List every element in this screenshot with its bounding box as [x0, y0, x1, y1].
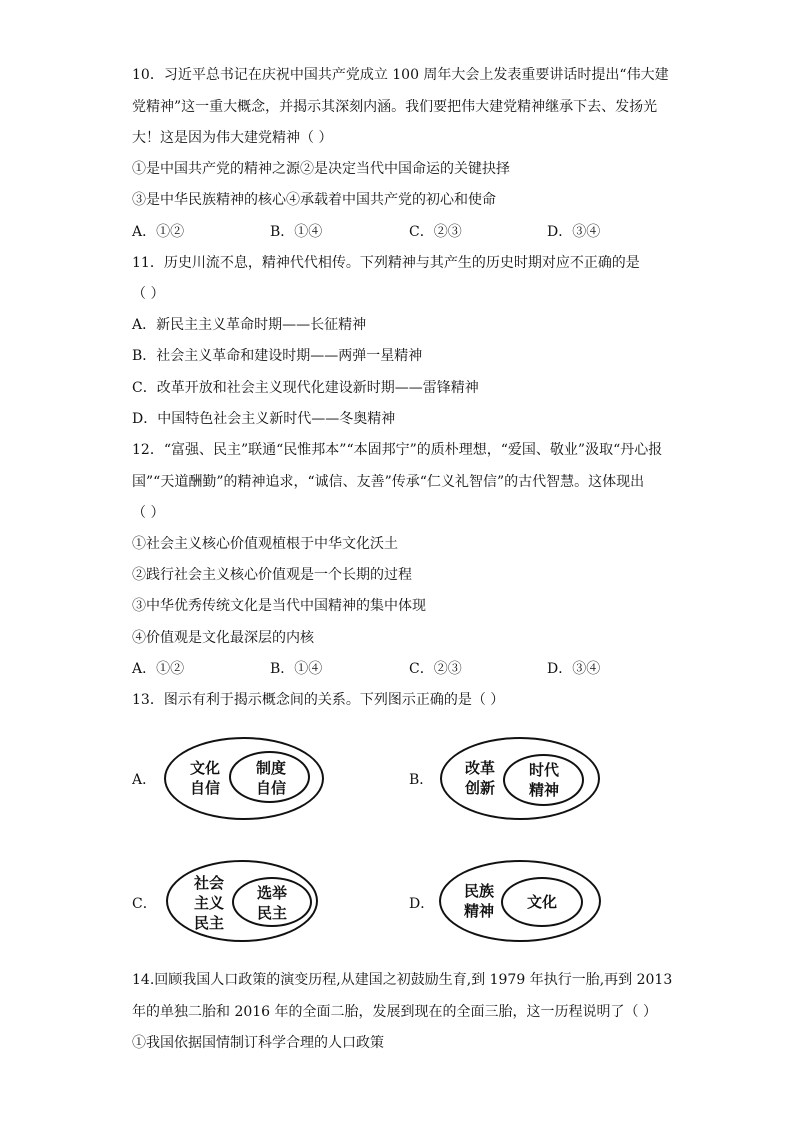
q10-option-b[interactable]: B．①④ [270, 224, 323, 240]
q10-option-c[interactable]: C．②③ [409, 224, 462, 240]
q12-statement-1: ①社会主义核心价值观植根于中华文化沃土 [132, 536, 398, 552]
q10-statement-3-4: ③是中华民族精神的核心④承载着中国共产党的初心和使命 [132, 192, 496, 208]
q13-stem: 13．图示有利于揭示概念间的关系。下列图示正确的是（ ） [132, 692, 505, 708]
q12-stem-line-2: 国”“天道酬勤”的精神追求，“诚信、友善”传承“仁义礼智信”的古代智慧。这体现出 [132, 474, 645, 490]
q13-diagram-c-outer-label: 社会 主义 民主 [193, 874, 224, 932]
q11-option-a[interactable]: A．新民主主义革命时期——长征精神 [132, 317, 367, 333]
q10-stem-line-3: 大！这是因为伟大建党精神（ ） [132, 130, 333, 146]
q13-diagram-b-label: B． [409, 772, 434, 788]
q13-diagram-d-outer-label: 民族 精神 [463, 882, 494, 920]
q12-statement-2: ②践行社会主义核心价值观是一个长期的过程 [132, 567, 412, 583]
q12-stem-line-3: （ ） [132, 505, 165, 521]
q12-statement-3: ③中华优秀传统文化是当代中国精神的集中体现 [132, 598, 426, 614]
q10-statement-1-2: ①是中国共产党的精神之源②是决定当代中国命运的关键抉择 [132, 161, 510, 177]
q12-option-d[interactable]: D．③④ [547, 661, 601, 677]
q13-diagram-a-outer-label: 文化 自信 [189, 759, 220, 797]
q12-option-c[interactable]: C．②③ [409, 661, 462, 677]
q13-diagram-c-inner-label: 选举 民主 [256, 884, 287, 922]
q10-options [132, 223, 652, 241]
q12-statement-4: ④价值观是文化最深层的内核 [132, 630, 314, 646]
q11-option-d[interactable]: D．中国特色社会主义新时代——冬奥精神 [132, 411, 396, 427]
q10-stem-line-1: 10．习近平总书记在庆祝中国共产党成立 100 周年大会上发表重要讲话时提出“伟大建 [132, 67, 669, 83]
q10-option-a[interactable]: A．①② [132, 224, 185, 240]
q11-option-b[interactable]: B．社会主义革命和建设时期——两弹一星精神 [132, 348, 423, 364]
q13-diagram-b-inner-label: 时代 精神 [528, 761, 559, 799]
q14-stem-line-2: 年的单独二胎和 2016 年的全面二胎，发展到现在的全面三胎，这一历程说明了（ ） [132, 1004, 657, 1020]
q13-diagram-a-inner-label: 制度 自信 [255, 759, 286, 797]
q12-stem-line-1: 12．“富强、民主”联通“民惟邦本”“本固邦宁”的质朴理想，“爱国、敬业”汲取“丹心报 [132, 442, 663, 458]
q13-diagram-c-label: C． [132, 896, 157, 912]
q12-option-b[interactable]: B．①④ [270, 661, 323, 677]
q13-diagram-d-inner-label: 文化 [526, 893, 557, 911]
q11-option-c[interactable]: C．改革开放和社会主义现代化建设新时期——雷锋精神 [132, 380, 479, 396]
q10-option-d[interactable]: D．③④ [547, 224, 601, 240]
q11-stem-line-2: （ ） [132, 286, 165, 302]
q13-diagram-d-label: D． [409, 896, 435, 912]
q12-option-a[interactable]: A．①② [132, 661, 185, 677]
q11-stem-line-1: 11．历史川流不息，精神代代相传。下列精神与其产生的历史时期对应不正确的是 [132, 255, 640, 271]
q13-diagram-a-label: A． [132, 772, 157, 788]
q12-options [132, 660, 652, 678]
q14-stem-line-1: 14.回顾我国人口政策的演变历程,从建国之初鼓励生育,到 1979 年执行一胎,再到 2013 [132, 972, 673, 988]
q14-statement-1: ①我国依据国情制订科学合理的人口政策 [132, 1035, 384, 1051]
q10-stem-line-2: 党精神”这一重大概念，并揭示其深刻内涵。我们要把伟大建党精神继承下去、发扬光 [132, 99, 658, 115]
q13-diagram-b-outer-label: 改革 创新 [464, 759, 495, 797]
